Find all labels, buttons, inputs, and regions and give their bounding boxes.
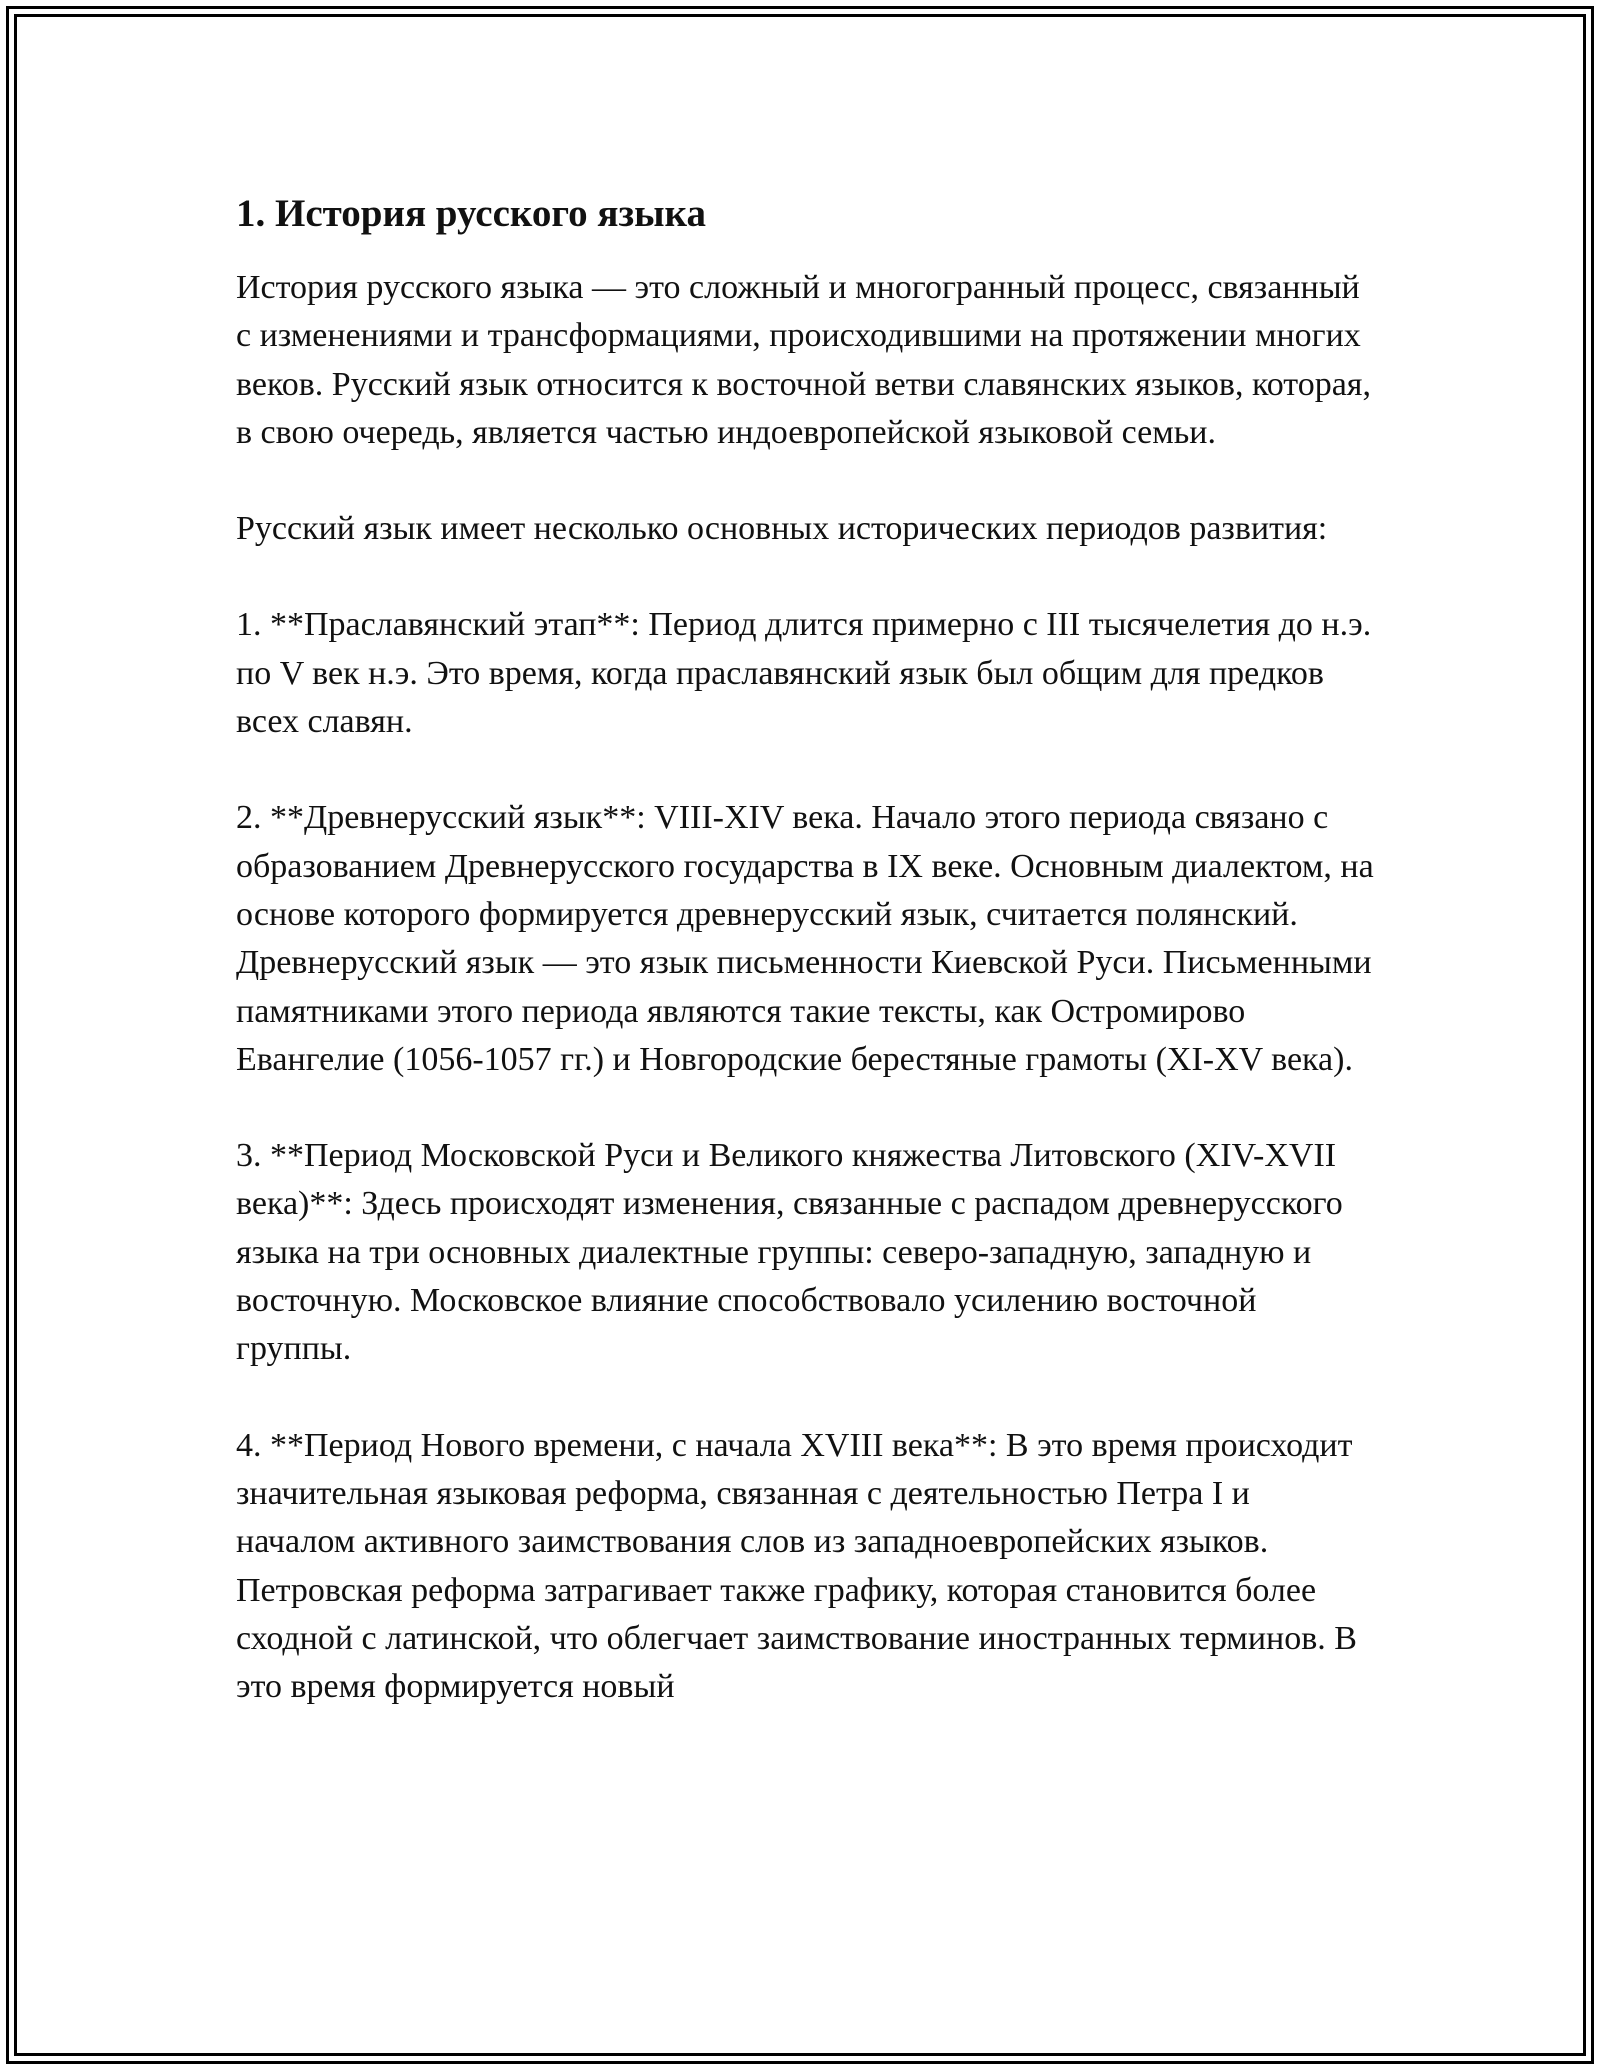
- document-body: [236, 186, 1376, 1711]
- paragraph-intro: История русского языка — это сложный и многогранный процесс, связанный с изменениями и трансформациями, происходившими на протяжении многих веков. Русский язык относится к восточной ветви славянских языков, которая, в свою очередь, является частью индоевропейской языковой семьи.: [236, 269, 1371, 451]
- paragraph-period-1: 1. **Праславянский этап**: Период длится примерно с III тысячелетия до н.э. по V век н.э. Это время, когда праславянский язык был общим для предков всех славян.: [236, 606, 1372, 741]
- section-heading: 1. История русского языка: [236, 192, 706, 235]
- paragraph-period-2: 2. **Древнерусский язык**: VIII-XIV века. Начало этого периода связано с образованием Древнерусского государства в IX веке. Основным диалектом, на основе которого формируется древнерусский язык, считается полянский. Древнерусский язык — это язык письменности Киевской Руси. Письменными памятниками этого периода являются такие тексты, как Остромирово Евангелие (1056-1057 гг.) и Новгородские берестяные грамоты (XI-XV века).: [236, 799, 1374, 1078]
- paragraph-period-3: 3. **Период Московской Руси и Великого княжества Литовского (XIV-XVII века)**: Здесь происходят изменения, связанные с распадом древнерусского языка на три основных диалектные группы: северо-западную, западную и восточную. Московское влияние способствовало усилению восточной группы.: [236, 1137, 1343, 1368]
- paragraph-periods-intro: Русский язык имеет несколько основных исторических периодов развития:: [236, 510, 1328, 548]
- paragraph-period-4: 4. **Период Нового времени, с начала XVIII века**: В это время происходит значительная языковая реформа, связанная с деятельностью Петра I и началом активного заимствования слов из западноевропейских языков. Петровская реформа затрагивает также графику, которая становится более сходной с латинской, что облегчает заимствование иностранных терминов. В это время формируется новый: [236, 1426, 1357, 1706]
